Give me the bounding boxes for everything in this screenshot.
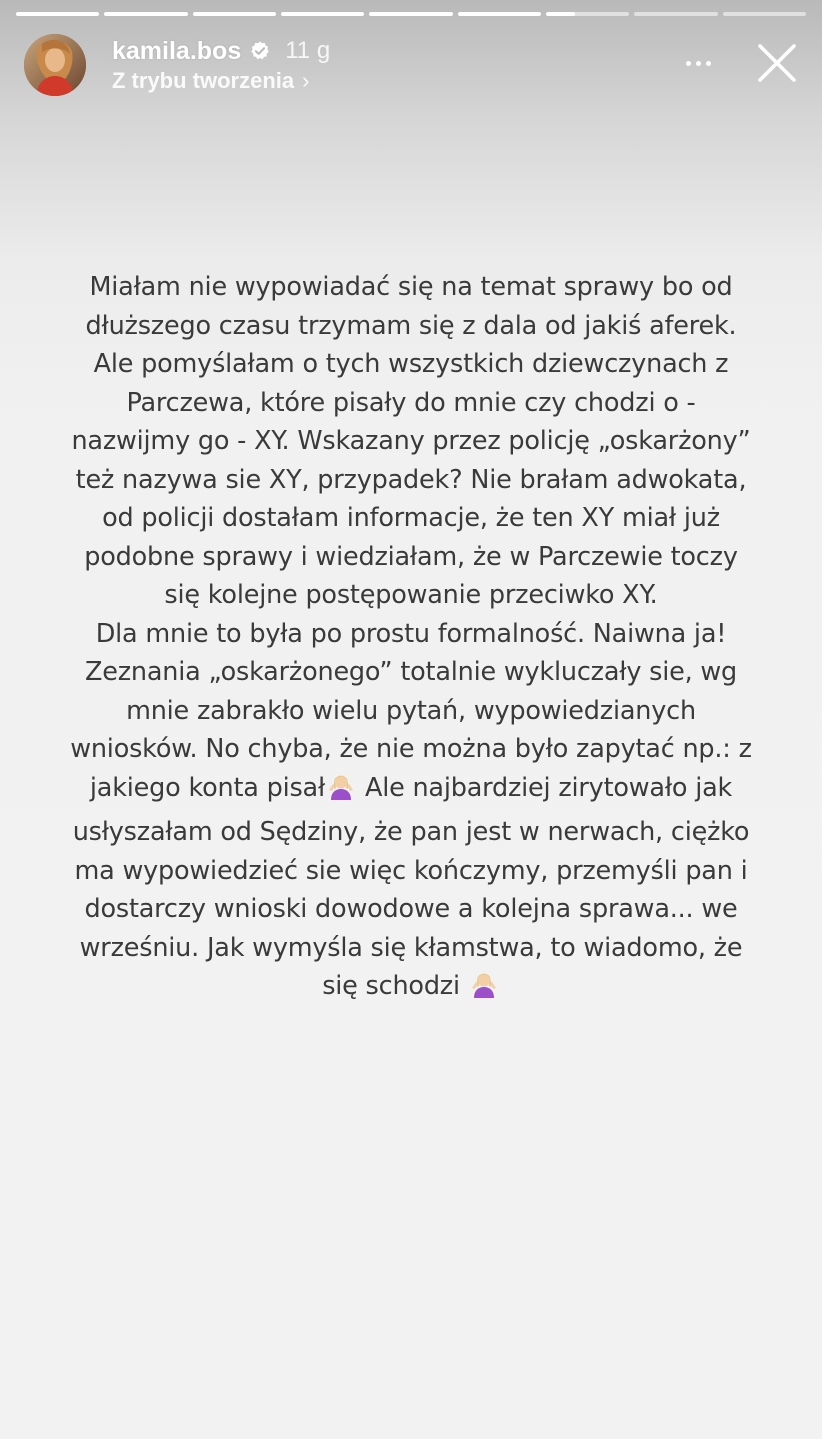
story-paragraph-2-part-b: Ale najbardziej zirytowało jak usłyszałam od Sędziny, że pan jest w nerwach, ciężko ma wypowiedzieć sie więc kończymy, przemyśli pan i dostarczy wnioski dowodowe a kolejna sprawa... we wrześniu. Jak wymyśla się kłamstwa, to wiadomo, że się schodzi — [72, 772, 750, 1001]
story-timestamp: 11 g — [285, 37, 331, 64]
avatar-image — [24, 34, 86, 96]
story-paragraph-2-part-a: Dla mnie to była po prostu formalność. Naiwna ja! Zeznania „oskarżonego” totalnie wykluczały sie, wg mnie zabrakło wielu pytań, wypowiedzianych wniosków. No chyba, że nie można było zapytać np.: z jakiego konta pisał — [70, 618, 752, 803]
dot — [686, 61, 691, 66]
progress-segment-fill — [369, 12, 452, 16]
progress-segment-1 — [16, 12, 99, 16]
progress-segment-fill — [281, 12, 364, 16]
story-text — [70, 268, 752, 1012]
progress-segment-2 — [104, 12, 187, 16]
username-row — [112, 34, 330, 68]
story-progress-bar — [16, 12, 806, 16]
story-paragraph-2 — [70, 615, 752, 1012]
progress-segment-7 — [546, 12, 629, 16]
subtitle-row[interactable] — [112, 68, 309, 94]
story-source-label[interactable]: Z trybu tworzenia — [112, 68, 295, 93]
progress-segment-3 — [193, 12, 276, 16]
person-shrugging-emoji — [468, 968, 500, 1012]
more-options-icon[interactable] — [678, 48, 718, 78]
progress-segment-fill — [193, 12, 276, 16]
progress-segment-fill — [546, 12, 575, 16]
username[interactable]: kamila.bos — [112, 36, 242, 65]
progress-segment-8 — [634, 12, 717, 16]
progress-segment-fill — [16, 12, 99, 16]
story-paragraph-1: Miałam nie wypowiadać się na temat sprawy bo od dłuższego czasu trzymam się z dala od jakiś aferek. Ale pomyślałam o tych wszystkich dziewczynach z Parczewa, które pisały do mnie czy chodzi o - nazwijmy go - XY. Wskazany przez policję „oskarżony” też nazywa sie XY, przypadek? Nie brałam adwokata, od policji dostałam informacje, że ten XY miał już podobne sprawy i wiedziałam, że w Parczewie toczy się kolejne postępowanie przeciwko XY. — [71, 272, 751, 610]
verified-badge-icon — [249, 40, 271, 62]
progress-segment-4 — [281, 12, 364, 16]
progress-segment-5 — [369, 12, 452, 16]
close-icon[interactable] — [756, 42, 798, 84]
dot — [696, 61, 701, 66]
avatar[interactable] — [24, 34, 86, 96]
progress-segment-9 — [723, 12, 806, 16]
person-shrugging-emoji — [325, 770, 357, 814]
progress-segment-fill — [458, 12, 541, 16]
story-header — [24, 30, 798, 100]
chevron-right-icon: › — [302, 68, 310, 93]
progress-segment-6 — [458, 12, 541, 16]
dot — [706, 61, 711, 66]
progress-segment-fill — [104, 12, 187, 16]
